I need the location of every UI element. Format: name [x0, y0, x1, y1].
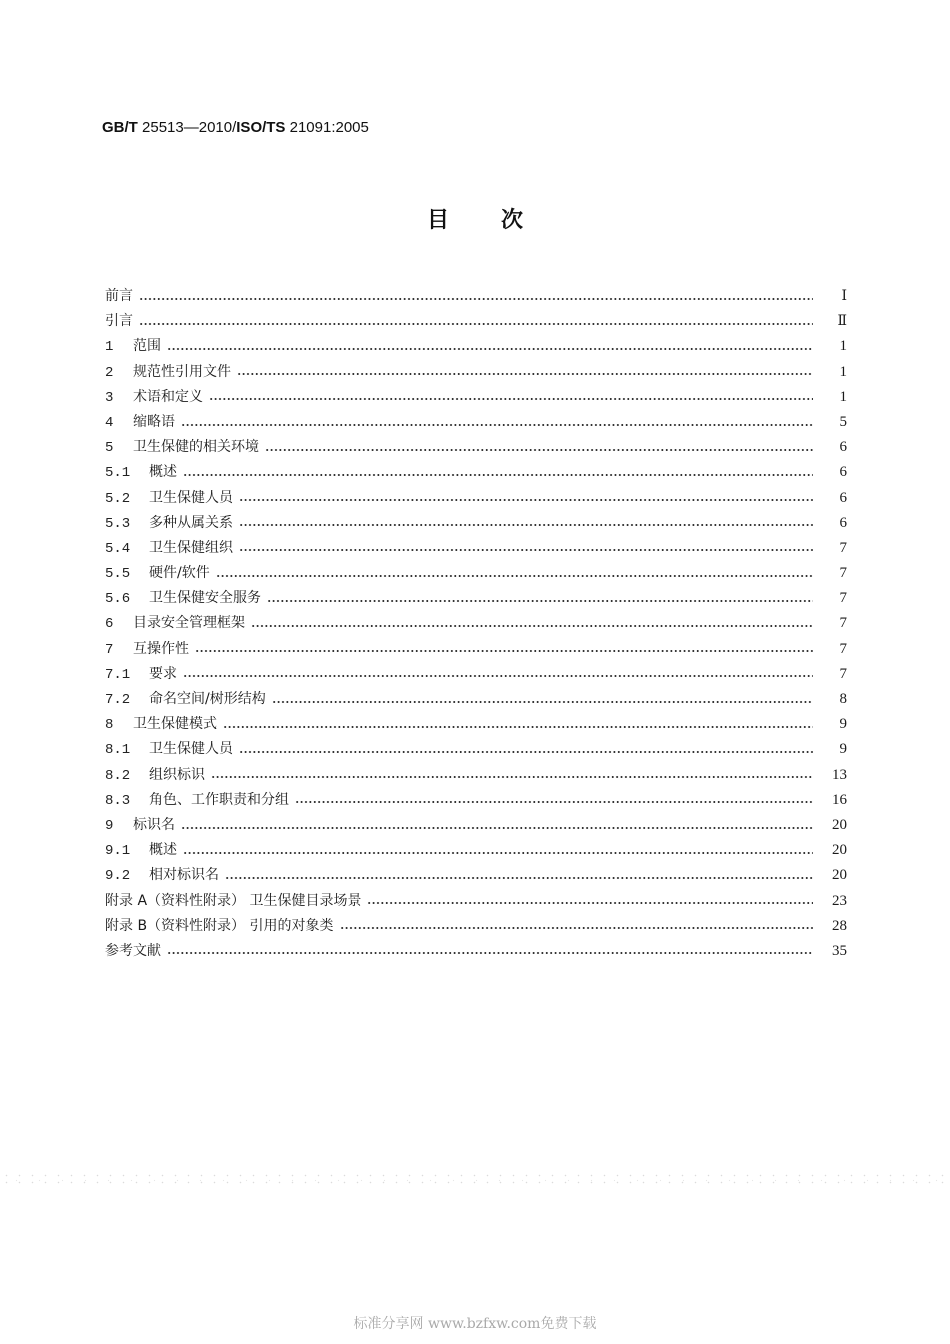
dot-leader	[183, 474, 813, 476]
toc-entry-label: 命名空间/树形结构	[149, 691, 266, 707]
doc-code-prefix: GB/T	[102, 119, 138, 136]
toc-entry[interactable]	[105, 788, 847, 813]
toc-entry-label: 前言	[105, 288, 133, 304]
toc-entry-page: 16	[832, 791, 847, 808]
toc-entry-page: 7	[839, 615, 847, 632]
toc-entry-number: 5.3	[105, 515, 131, 532]
toc-entry-label: 规范性引用文件	[133, 363, 231, 380]
toc-entry[interactable]	[105, 914, 847, 939]
toc-entry-number: 9	[105, 817, 114, 834]
title-char-1: 目	[426, 208, 449, 233]
toc-entry-label: 标识名	[133, 816, 175, 833]
toc-entry-page: 6	[839, 514, 847, 531]
toc-entry-page: 9	[839, 741, 847, 758]
toc-entry[interactable]	[105, 838, 847, 863]
toc-entry-number: 9.1	[105, 843, 131, 860]
toc-entry-number: 5.5	[105, 566, 131, 583]
dot-leader	[237, 373, 813, 375]
dot-leader	[239, 549, 813, 551]
toc-entry[interactable]	[105, 712, 847, 737]
toc-entry-number: 3	[105, 389, 114, 406]
toc-entry-number: 5.6	[105, 591, 131, 608]
toc-entry[interactable]	[105, 385, 847, 410]
toc-entry-label: 术语和定义	[133, 388, 203, 405]
toc-entry-label: 硬件/软件	[149, 565, 210, 582]
dot-leader	[251, 625, 813, 627]
toc-entry[interactable]	[105, 939, 847, 964]
toc-entry-page: 5	[839, 413, 847, 430]
toc-entry-page: 7	[839, 665, 847, 682]
toc-entry-number: 5.1	[105, 465, 131, 482]
table-of-contents	[105, 284, 847, 964]
toc-entry-number: 7.1	[105, 666, 131, 683]
toc-entry[interactable]	[105, 561, 847, 586]
toc-entry-label: 概述	[149, 842, 177, 859]
toc-entry-number: 5.2	[105, 490, 131, 507]
toc-entry-label: 范围	[133, 338, 161, 355]
dot-leader	[267, 600, 813, 602]
toc-entry-label: 引言	[105, 313, 133, 330]
toc-entry[interactable]	[105, 662, 847, 687]
toc-entry-label: 附录 A（资料性附录） 卫生保健目录场景	[105, 892, 362, 909]
toc-entry[interactable]	[105, 511, 847, 536]
toc-entry-page: 20	[832, 842, 847, 859]
dot-leader	[367, 902, 813, 904]
toc-entry-label: 互操作性	[133, 640, 189, 657]
toc-entry-label: 相对标识名	[149, 867, 219, 884]
toc-entry-label: 概述	[149, 464, 177, 481]
toc-entry[interactable]	[105, 586, 847, 611]
dot-leader	[225, 877, 813, 879]
toc-entry-page: 6	[839, 489, 847, 506]
toc-entry-number: 8	[105, 717, 114, 734]
toc-entry[interactable]	[105, 863, 847, 888]
dot-leader	[340, 927, 813, 929]
toc-entry-number: 9.2	[105, 868, 131, 885]
toc-entry[interactable]	[105, 334, 847, 359]
toc-entry-page: 7	[839, 590, 847, 607]
toc-entry-number: 6	[105, 616, 114, 633]
toc-entry-page: 1	[839, 338, 847, 355]
toc-entry-label: 卫生保健的相关环境	[133, 439, 259, 456]
toc-entry-page: 6	[839, 439, 847, 456]
dot-leader	[239, 751, 813, 753]
toc-entry-page: 9	[839, 716, 847, 733]
toc-entry-number: 4	[105, 414, 114, 431]
document-code	[102, 119, 369, 136]
toc-entry-page: 6	[839, 464, 847, 481]
doc-code-iso: ISO/TS	[236, 119, 286, 136]
toc-entry-page: 13	[832, 766, 847, 783]
toc-entry-label: 卫生保健组织	[149, 539, 233, 556]
dot-leader	[211, 776, 813, 778]
toc-entry-label: 目录安全管理框架	[133, 615, 245, 632]
toc-entry-page: 20	[832, 867, 847, 884]
watermark: 标准分享网 www.bzfxw.com免费下载	[353, 1316, 597, 1332]
toc-entry-page: 23	[832, 892, 847, 909]
toc-entry-page: Ⅱ	[837, 313, 847, 330]
toc-entry[interactable]	[105, 284, 847, 309]
toc-entry-label: 多种从属关系	[149, 514, 233, 531]
toc-entry-page: 1	[839, 363, 847, 380]
toc-entry-page: Ⅰ	[841, 288, 847, 304]
toc-entry-page: 35	[832, 942, 847, 959]
dot-leader	[181, 827, 813, 829]
toc-entry[interactable]	[105, 486, 847, 511]
toc-entry-label: 参考文献	[105, 942, 161, 959]
dot-leader	[239, 499, 813, 501]
toc-entry-page: 8	[839, 691, 847, 707]
toc-entry-label: 角色、工作职责和分组	[149, 791, 289, 808]
page-title	[0, 203, 950, 234]
toc-entry-number: 1	[105, 339, 114, 356]
toc-entry-label: 卫生保健安全服务	[149, 590, 261, 607]
toc-entry-number: 8.3	[105, 792, 131, 809]
dot-leader	[183, 852, 813, 854]
doc-code-iso-number: 21091:2005	[285, 119, 369, 136]
dot-leader	[223, 726, 813, 728]
toc-entry-number: 8.2	[105, 767, 131, 784]
toc-entry-page: 7	[839, 565, 847, 582]
toc-entry-number: 2	[105, 364, 114, 381]
toc-entry[interactable]	[105, 410, 847, 435]
toc-entry-label: 要求	[149, 665, 177, 682]
dot-leader	[139, 323, 813, 325]
toc-entry[interactable]	[105, 360, 847, 385]
toc-entry-page: 20	[832, 816, 847, 833]
toc-entry-number: 8.1	[105, 742, 131, 759]
doc-code-number: 25513—2010/	[137, 119, 237, 136]
toc-entry-page: 7	[839, 539, 847, 556]
toc-entry-number: 5	[105, 440, 114, 457]
dot-leader	[209, 398, 813, 400]
dot-leader	[239, 524, 813, 526]
toc-entry-number: 7	[105, 641, 114, 658]
toc-entry[interactable]	[105, 687, 847, 712]
dot-leader	[167, 952, 813, 954]
toc-entry-label: 卫生保健人员	[149, 741, 233, 758]
toc-entry[interactable]	[105, 309, 847, 334]
toc-entry-page: 1	[839, 388, 847, 405]
dot-leader	[216, 575, 813, 577]
toc-entry-number: 7.2	[105, 692, 131, 708]
toc-entry-label: 卫生保健模式	[133, 716, 217, 733]
toc-entry[interactable]	[105, 737, 847, 762]
dot-leader	[272, 701, 813, 703]
toc-entry[interactable]	[105, 460, 847, 485]
toc-entry-label: 附录 B（资料性附录） 引用的对象类	[105, 917, 334, 934]
toc-entry-label: 卫生保健人员	[149, 489, 233, 506]
dot-leader	[183, 675, 813, 677]
scan-artifact	[0, 1172, 950, 1188]
toc-entry-number: 5.4	[105, 540, 131, 557]
toc-entry[interactable]	[105, 763, 847, 788]
toc-entry-page: 7	[839, 640, 847, 657]
dot-leader	[139, 298, 813, 300]
dot-leader	[265, 449, 813, 451]
title-char-2: 次	[501, 208, 524, 233]
toc-entry[interactable]	[105, 889, 847, 914]
toc-entry-label: 缩略语	[133, 413, 175, 430]
toc-entry[interactable]	[105, 637, 847, 662]
toc-entry[interactable]	[105, 435, 847, 460]
dot-leader	[295, 801, 813, 803]
toc-entry[interactable]	[105, 813, 847, 838]
toc-entry-page: 28	[832, 917, 847, 934]
toc-entry-label: 组织标识	[149, 766, 205, 783]
toc-entry[interactable]	[105, 611, 847, 636]
dot-leader	[195, 650, 813, 652]
dot-leader	[167, 348, 813, 350]
dot-leader	[181, 424, 813, 426]
toc-entry[interactable]	[105, 536, 847, 561]
